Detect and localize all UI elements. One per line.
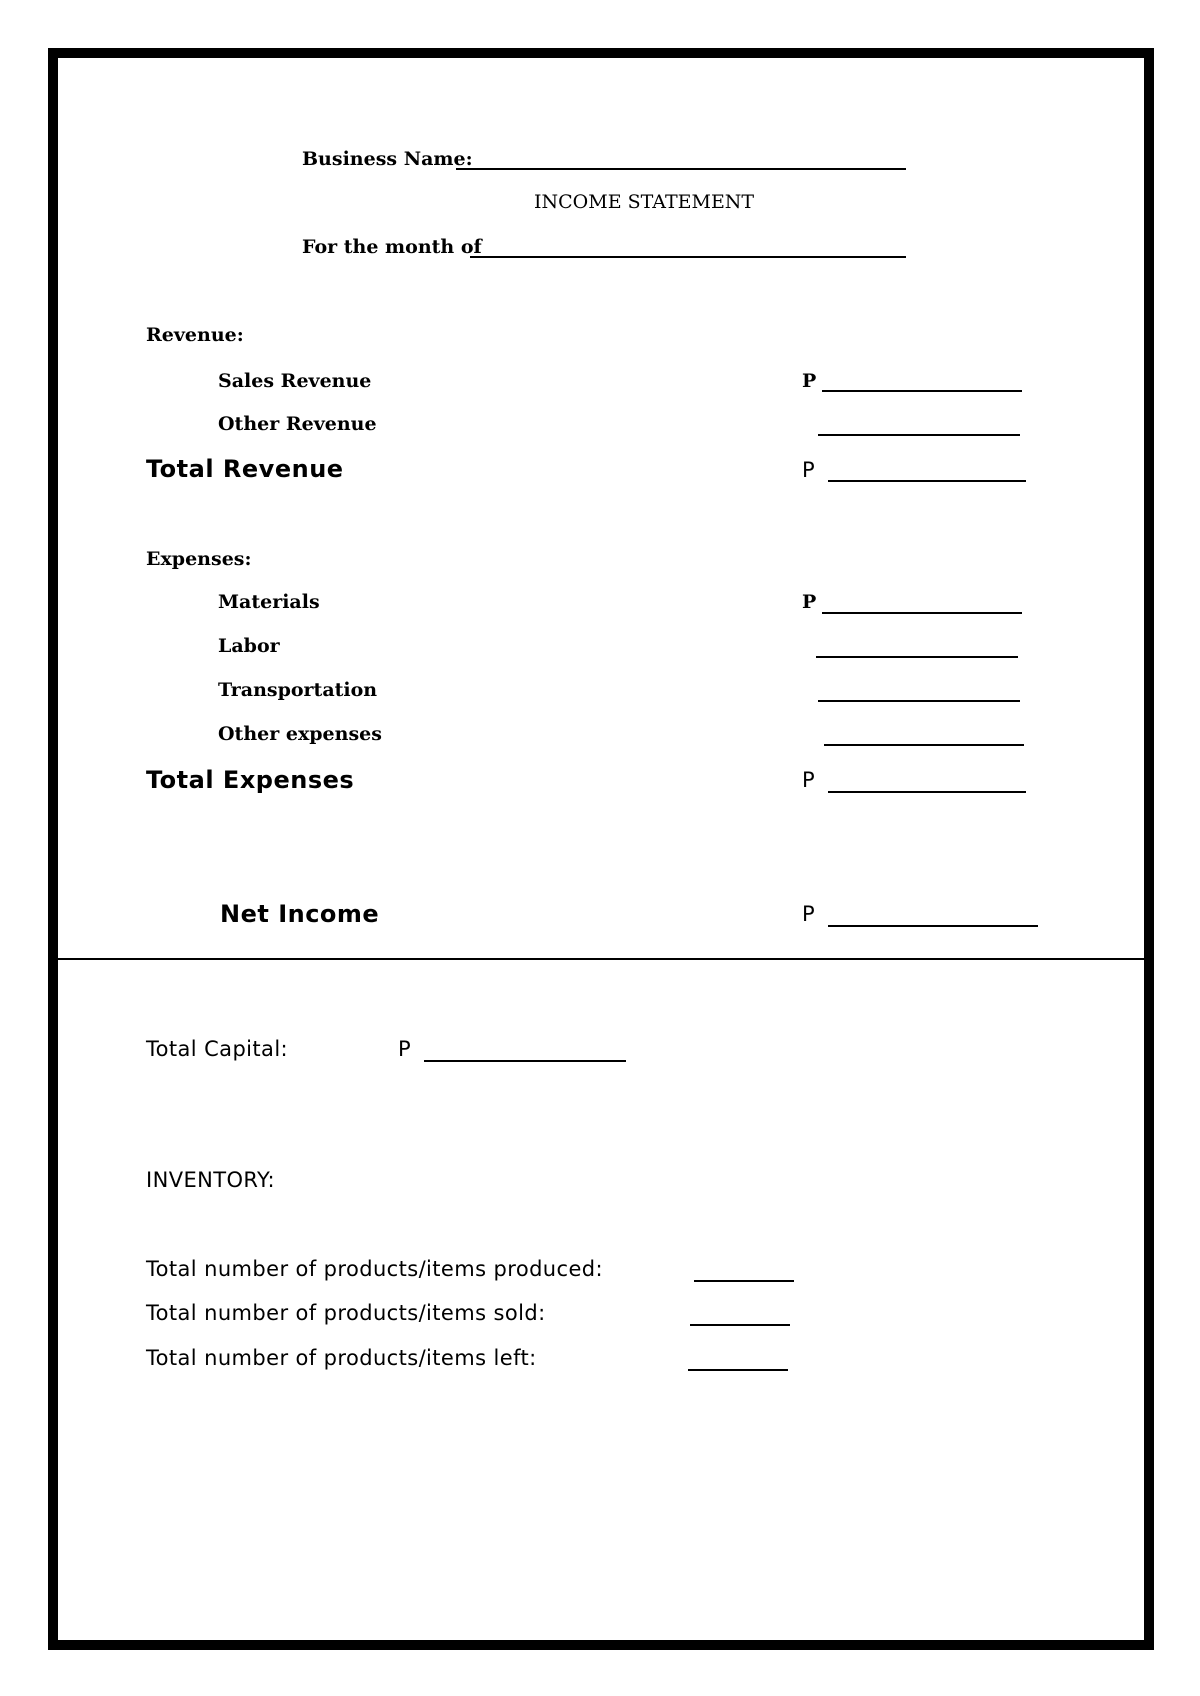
total-expenses-label: Total Expenses <box>146 766 355 794</box>
net-income-currency: P <box>802 902 816 926</box>
inventory-section-label: INVENTORY: <box>146 1168 275 1192</box>
sales-revenue-label: Sales Revenue <box>218 370 372 392</box>
transportation-label: Transportation <box>218 679 378 701</box>
total-capital-field[interactable] <box>424 1060 626 1062</box>
section-divider <box>58 958 1144 960</box>
items-produced-label: Total number of products/items produced: <box>146 1257 603 1281</box>
month-field[interactable] <box>470 256 906 258</box>
items-left-field[interactable] <box>688 1369 788 1371</box>
materials-currency: P <box>802 591 817 613</box>
labor-label: Labor <box>218 635 280 657</box>
business-name-label: Business Name: <box>302 148 473 170</box>
document-title: INCOME STATEMENT <box>534 191 755 213</box>
net-income-field[interactable] <box>828 925 1038 927</box>
page-border <box>48 48 1154 1650</box>
other-expenses-field[interactable] <box>824 744 1024 746</box>
total-revenue-field[interactable] <box>828 480 1026 482</box>
total-revenue-label: Total Revenue <box>146 455 344 483</box>
items-sold-field[interactable] <box>690 1324 790 1326</box>
month-label: For the month of <box>302 236 482 258</box>
sales-revenue-currency: P <box>802 370 817 392</box>
total-revenue-currency: P <box>802 458 816 482</box>
materials-label: Materials <box>218 591 320 613</box>
labor-field[interactable] <box>816 656 1018 658</box>
items-left-label: Total number of products/items left: <box>146 1346 537 1370</box>
other-revenue-field[interactable] <box>818 434 1020 436</box>
sales-revenue-field[interactable] <box>822 390 1022 392</box>
total-capital-currency: P <box>398 1037 412 1061</box>
materials-field[interactable] <box>822 612 1022 614</box>
business-name-field[interactable] <box>456 168 906 170</box>
transportation-field[interactable] <box>818 700 1020 702</box>
total-capital-label: Total Capital: <box>146 1037 289 1061</box>
total-expenses-field[interactable] <box>828 791 1026 793</box>
expenses-section-label: Expenses: <box>146 548 252 570</box>
items-sold-label: Total number of products/items sold: <box>146 1301 546 1325</box>
other-revenue-label: Other Revenue <box>218 413 377 435</box>
total-expenses-currency: P <box>802 768 816 792</box>
net-income-label: Net Income <box>220 900 380 928</box>
revenue-section-label: Revenue: <box>146 324 244 346</box>
other-expenses-label: Other expenses <box>218 723 382 745</box>
items-produced-field[interactable] <box>694 1280 794 1282</box>
